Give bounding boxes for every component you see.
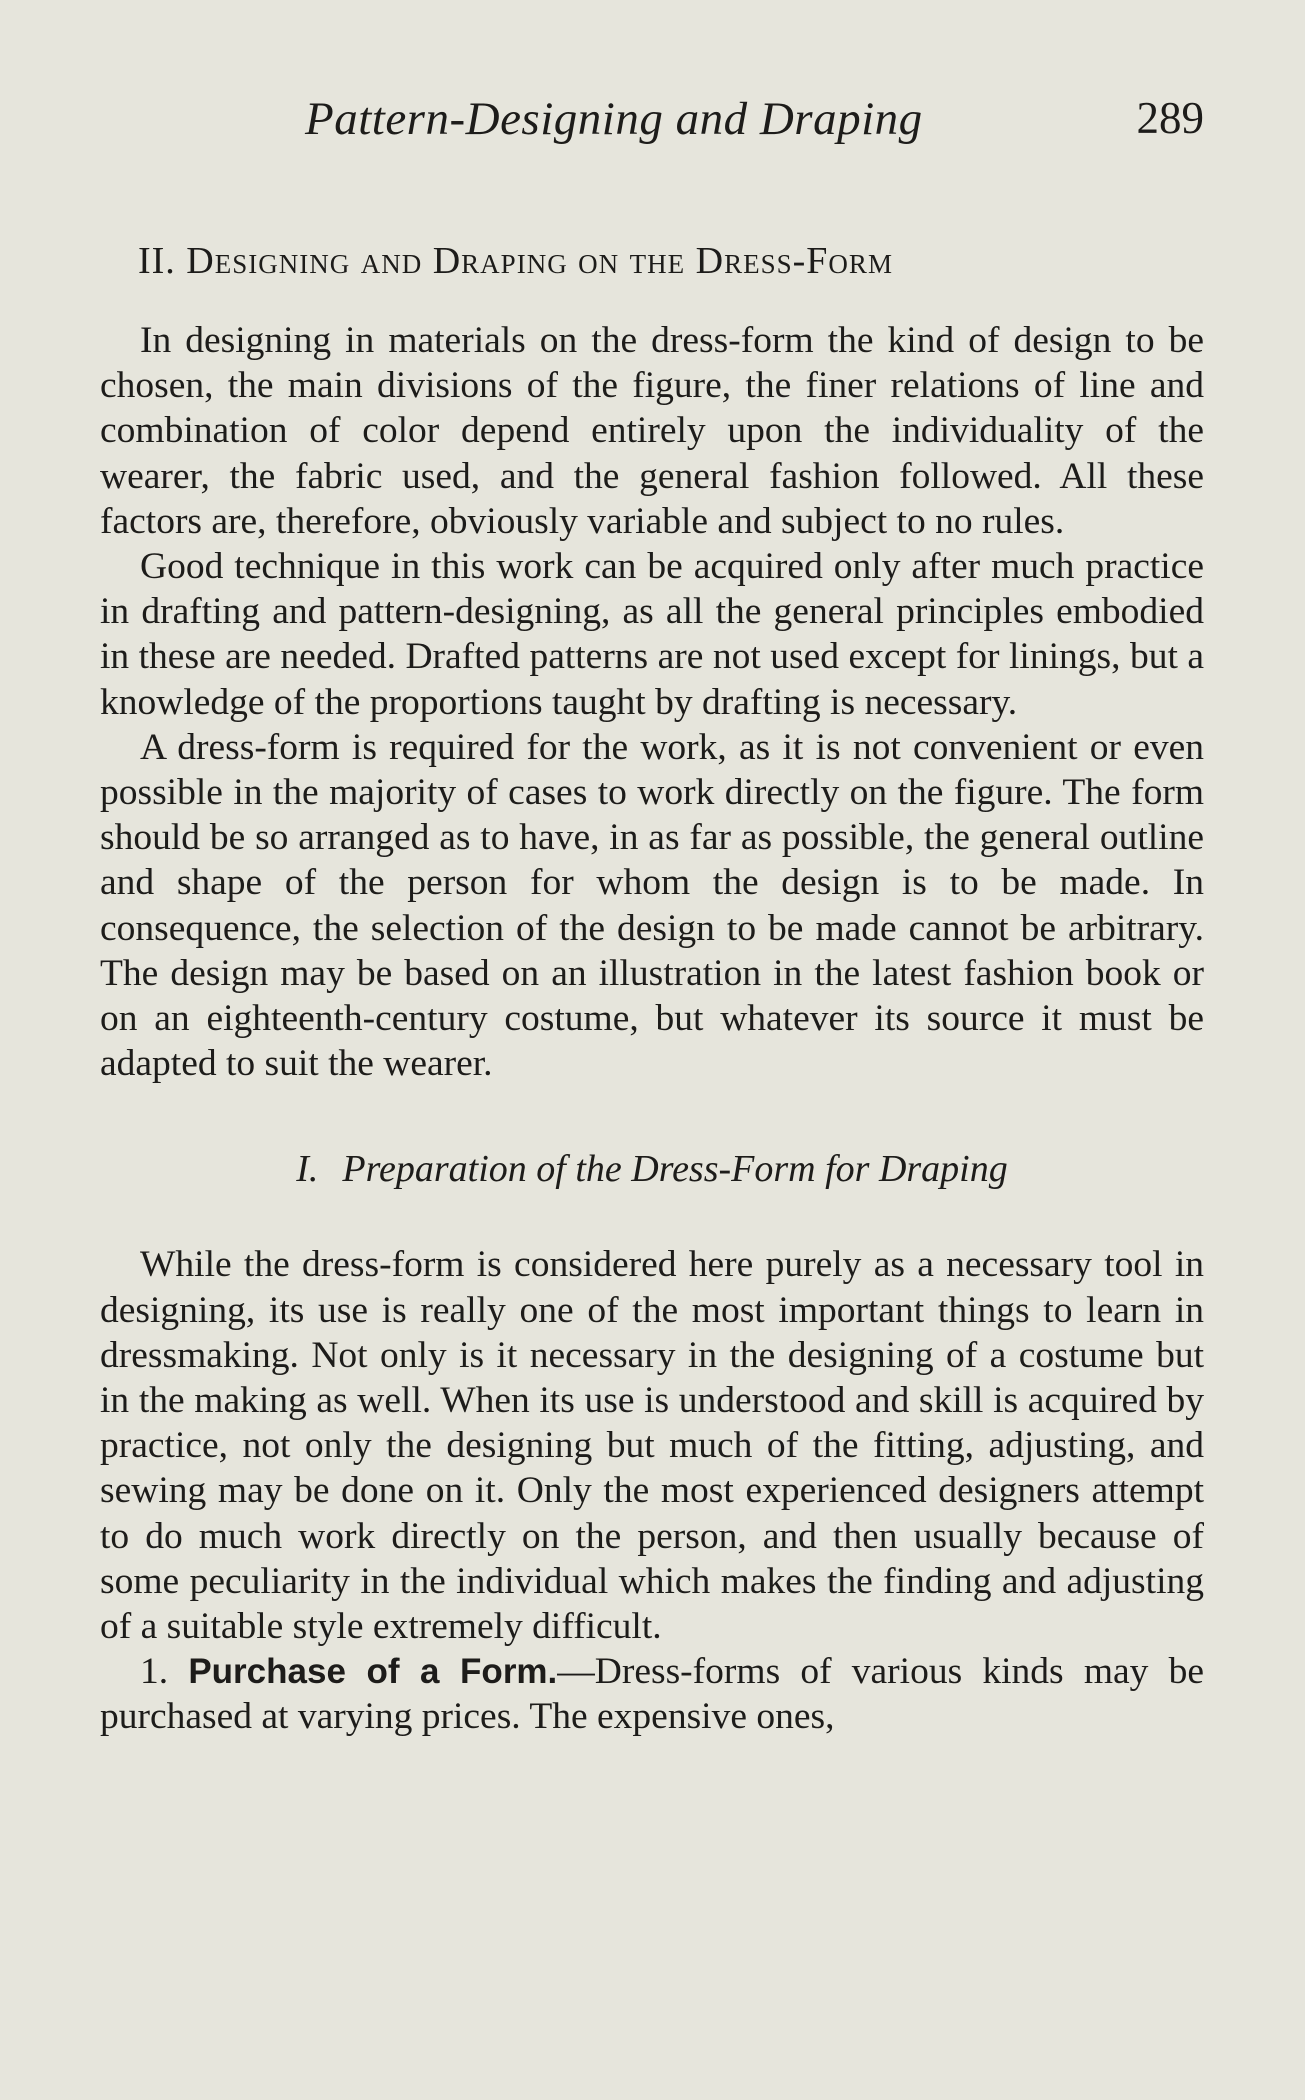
subsection-title: Preparation of the Dress-Form for Draping <box>342 1148 1008 1191</box>
paragraph-dress-form: A dress-form is required for the work, as it is not convenient or even possible in the majority of cases to work directly on the figure. The form should be so arranged as to have, in as far as possible, the general outline and shape of the person for whom the design is to be made. In consequence, the selection of the design to be made cannot be arbitrary. The design may be based on an illustration in the latest fashion book or on an eighteenth-century costume, but whatever its source it must be adapted to suit the wearer. <box>100 726 1204 1085</box>
item-text: —Dress-forms of various kinds may be purchased at varying prices. The expensive ones, <box>100 1651 1204 1738</box>
running-head <box>100 92 1204 152</box>
subsection-heading <box>100 1146 1204 1192</box>
paragraph-purchase <box>100 1649 1204 1739</box>
page-number: 289 <box>1136 93 1204 143</box>
paragraph-designing: In designing in materials on the dress-form the kind of design to be chosen, the main divisions of the figure, the finer relations of line and combination of color depend entirely upon the individuality of the wearer, the fabric used, and the general fashion followed. All these factors are, therefore, obviously variable and subject to no rules. <box>100 320 1204 542</box>
paragraph-preparation: While the dress-form is considered here purely as a necessary tool in designing, its use is really one of the most important things to learn in dressmaking. Not only is it necessary in the designing of a costume but in the making as well. When its use is understood and skill is acquired by practice, not only the designing but much of the fitting, adjusting, and sewing may be done on it. Only the most experienced designers attempt to do much work directly on the person, and then usually because of some peculiarity in the individual which makes the finding and adjusting of a suitable style extremely difficult. <box>100 1244 1204 1648</box>
item-number: 1. <box>140 1651 169 1693</box>
paragraph-technique: Good technique in this work can be acquired only after much practice in drafting and pattern-designing, as all the general principles embodied in these are needed. Drafted patterns are not used except for linings, but a knowledge of the proportions taught by drafting is necessary. <box>100 546 1204 723</box>
item-label: Purchase of a Form. <box>188 1652 558 1692</box>
subsection-number: I. <box>296 1148 319 1191</box>
running-title: Pattern-Designing and Draping <box>305 93 923 145</box>
section-heading: II. Designing and Draping on the Dress-Form <box>138 240 893 282</box>
text-block <box>100 238 1204 1740</box>
